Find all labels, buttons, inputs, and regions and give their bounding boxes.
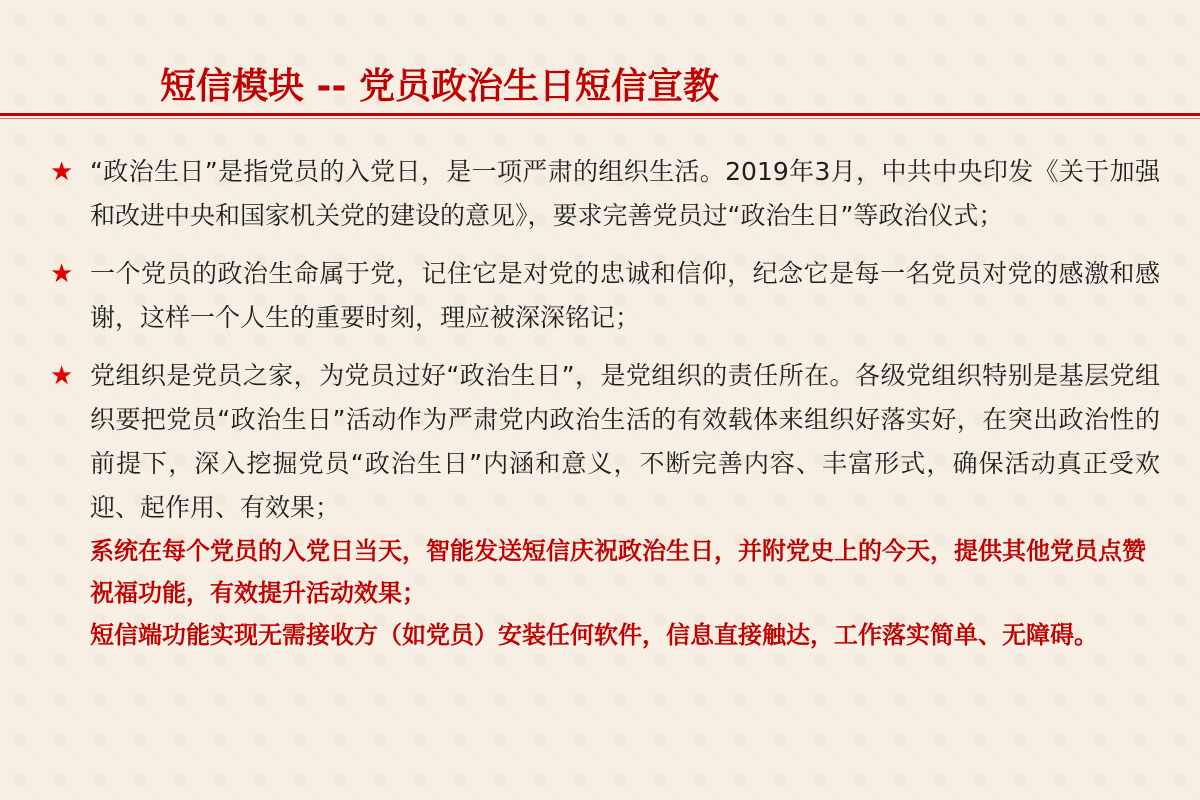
title-divider: [0, 113, 1200, 116]
red-star-icon: ★: [50, 259, 74, 289]
bullet-text: 一个党员的政治生命属于党，记住它是对党的忠诚和信仰，纪念它是每一名党员对党的感激和感谢，这样一个人生的重要时刻，理应被深深铭记；: [90, 259, 1160, 332]
highlight-text: 短信端功能实现无需接收方（如党员）安装任何软件，信息直接触达，工作落实简单、无障碍。: [90, 621, 1098, 649]
title-divider-thin: [0, 118, 1200, 119]
highlight-block: [50, 530, 1160, 656]
page-title: 短信模块 -- 党员政治生日短信宣教: [160, 66, 719, 107]
highlight-text: 系统在每个党员的入党日当天，智能发送短信庆祝政治生日，并附党史上的今天，提供其他党员点赞祝福功能，有效提升活动效果；: [90, 537, 1146, 607]
bullet-item: [50, 354, 1160, 530]
content-area: [50, 150, 1160, 656]
bullet-item: [50, 252, 1160, 340]
bullet-item: [50, 150, 1160, 238]
bullet-text: 党组织是党员之家，为党员过好“政治生日”，是党组织的责任所在。各级党组织特别是基层党组织要把党员“政治生日”活动作为严肃党内政治生活的有效载体来组织好落实好，在突出政治性的前提下，深入挖掘党员“政治生日”内涵和意义，不断完善内容、丰富形式，确保活动真正受欢迎、起作用、有效果；: [90, 361, 1160, 522]
red-star-icon: ★: [50, 361, 74, 391]
red-star-icon: ★: [50, 157, 74, 187]
bullet-text: “政治生日”是指党员的入党日，是一项严肃的组织生活。2019年3月，中共中央印发《关于加强和改进中央和国家机关党的建设的意见》，要求完善党员过“政治生日”等政治仪式；: [90, 157, 1160, 230]
